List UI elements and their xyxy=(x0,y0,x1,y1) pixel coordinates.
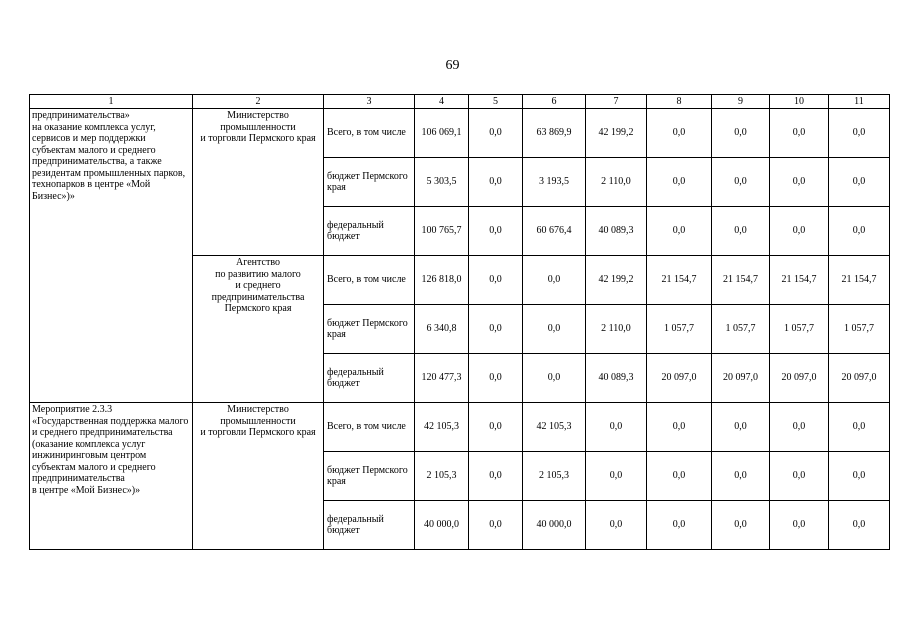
value-cell: 20 097,0 xyxy=(770,354,829,403)
value-cell: 0,0 xyxy=(647,452,712,501)
value-cell: 0,0 xyxy=(829,403,890,452)
table-row xyxy=(30,109,890,158)
executor-cell: Министерство промышленности и торговли Пермского края xyxy=(193,109,324,256)
value-cell: 2 105,3 xyxy=(415,452,469,501)
value-cell: 0,0 xyxy=(770,158,829,207)
value-cell: 0,0 xyxy=(712,109,770,158)
column-header: 8 xyxy=(647,95,712,109)
value-cell: 0,0 xyxy=(469,452,523,501)
value-cell: 5 303,5 xyxy=(415,158,469,207)
funding-source-cell: бюджет Пермского края xyxy=(324,158,415,207)
value-cell: 21 154,7 xyxy=(829,256,890,305)
value-cell: 2 110,0 xyxy=(586,158,647,207)
value-cell: 2 105,3 xyxy=(523,452,586,501)
funding-source-cell: Всего, в том числе xyxy=(324,109,415,158)
table-header-row xyxy=(30,95,890,109)
value-cell: 0,0 xyxy=(469,256,523,305)
measure-name-cell: предпринимательства» на оказание комплекса услуг, сервисов и мер поддержки субъектам малого и среднего предпринимательства, а также резидентам промышленных парков, технопарков в центре «Мой Бизнес»)» xyxy=(30,109,193,403)
value-cell: 42 199,2 xyxy=(586,256,647,305)
value-cell: 0,0 xyxy=(469,403,523,452)
value-cell: 0,0 xyxy=(770,501,829,550)
funding-source-cell: Всего, в том числе xyxy=(324,256,415,305)
column-header: 10 xyxy=(770,95,829,109)
value-cell: 0,0 xyxy=(469,501,523,550)
column-header: 6 xyxy=(523,95,586,109)
value-cell: 3 193,5 xyxy=(523,158,586,207)
column-header: 11 xyxy=(829,95,890,109)
value-cell: 0,0 xyxy=(770,403,829,452)
value-cell: 0,0 xyxy=(647,403,712,452)
value-cell: 0,0 xyxy=(770,207,829,256)
value-cell: 0,0 xyxy=(469,109,523,158)
value-cell: 0,0 xyxy=(712,403,770,452)
value-cell: 0,0 xyxy=(647,501,712,550)
value-cell: 0,0 xyxy=(647,207,712,256)
value-cell: 21 154,7 xyxy=(712,256,770,305)
executor-cell: Министерство промышленности и торговли Пермского края xyxy=(193,403,324,550)
funding-source-cell: федеральный бюджет xyxy=(324,354,415,403)
value-cell: 40 000,0 xyxy=(415,501,469,550)
value-cell: 0,0 xyxy=(469,354,523,403)
value-cell: 42 105,3 xyxy=(415,403,469,452)
value-cell: 20 097,0 xyxy=(647,354,712,403)
value-cell: 42 105,3 xyxy=(523,403,586,452)
funding-source-cell: федеральный бюджет xyxy=(324,207,415,256)
column-header: 3 xyxy=(324,95,415,109)
value-cell: 0,0 xyxy=(829,158,890,207)
value-cell: 20 097,0 xyxy=(829,354,890,403)
value-cell: 6 340,8 xyxy=(415,305,469,354)
value-cell: 100 765,7 xyxy=(415,207,469,256)
value-cell: 0,0 xyxy=(829,501,890,550)
value-cell: 120 477,3 xyxy=(415,354,469,403)
value-cell: 0,0 xyxy=(469,158,523,207)
column-header: 7 xyxy=(586,95,647,109)
value-cell: 0,0 xyxy=(829,452,890,501)
funding-source-cell: бюджет Пермского края xyxy=(324,305,415,354)
value-cell: 106 069,1 xyxy=(415,109,469,158)
executor-cell: Агентство по развитию малого и среднего предпринимательства Пермского края xyxy=(193,256,324,403)
value-cell: 1 057,7 xyxy=(647,305,712,354)
value-cell: 0,0 xyxy=(647,109,712,158)
value-cell: 0,0 xyxy=(770,109,829,158)
value-cell: 126 818,0 xyxy=(415,256,469,305)
funding-source-cell: федеральный бюджет xyxy=(324,501,415,550)
value-cell: 21 154,7 xyxy=(647,256,712,305)
funding-source-cell: бюджет Пермского края xyxy=(324,452,415,501)
value-cell: 1 057,7 xyxy=(712,305,770,354)
value-cell: 60 676,4 xyxy=(523,207,586,256)
value-cell: 0,0 xyxy=(523,305,586,354)
column-header: 2 xyxy=(193,95,324,109)
value-cell: 0,0 xyxy=(829,109,890,158)
funding-source-cell: Всего, в том числе xyxy=(324,403,415,452)
page-number: 69 xyxy=(445,58,460,73)
table-row xyxy=(30,403,890,452)
value-cell: 0,0 xyxy=(469,207,523,256)
value-cell: 21 154,7 xyxy=(770,256,829,305)
column-header: 4 xyxy=(415,95,469,109)
budget-table xyxy=(29,94,890,550)
column-header: 9 xyxy=(712,95,770,109)
value-cell: 0,0 xyxy=(712,452,770,501)
value-cell: 0,0 xyxy=(712,158,770,207)
value-cell: 2 110,0 xyxy=(586,305,647,354)
value-cell: 0,0 xyxy=(523,354,586,403)
value-cell: 0,0 xyxy=(647,158,712,207)
value-cell: 0,0 xyxy=(829,207,890,256)
value-cell: 20 097,0 xyxy=(712,354,770,403)
value-cell: 0,0 xyxy=(523,256,586,305)
value-cell: 0,0 xyxy=(586,403,647,452)
value-cell: 0,0 xyxy=(469,305,523,354)
value-cell: 0,0 xyxy=(712,501,770,550)
column-header: 1 xyxy=(30,95,193,109)
value-cell: 0,0 xyxy=(712,207,770,256)
value-cell: 40 000,0 xyxy=(523,501,586,550)
value-cell: 42 199,2 xyxy=(586,109,647,158)
value-cell: 40 089,3 xyxy=(586,354,647,403)
table-body xyxy=(30,109,890,550)
column-header: 5 xyxy=(469,95,523,109)
value-cell: 63 869,9 xyxy=(523,109,586,158)
value-cell: 1 057,7 xyxy=(770,305,829,354)
value-cell: 0,0 xyxy=(770,452,829,501)
value-cell: 0,0 xyxy=(586,452,647,501)
value-cell: 40 089,3 xyxy=(586,207,647,256)
value-cell: 0,0 xyxy=(586,501,647,550)
measure-name-cell: Мероприятие 2.3.3 «Государственная поддержка малого и среднего предпринимательства (оказание комплекса услуг инжиниринговым центром субъектам малого и среднего предпринимательства в центре «Мой Бизнес»)» xyxy=(30,403,193,550)
value-cell: 1 057,7 xyxy=(829,305,890,354)
